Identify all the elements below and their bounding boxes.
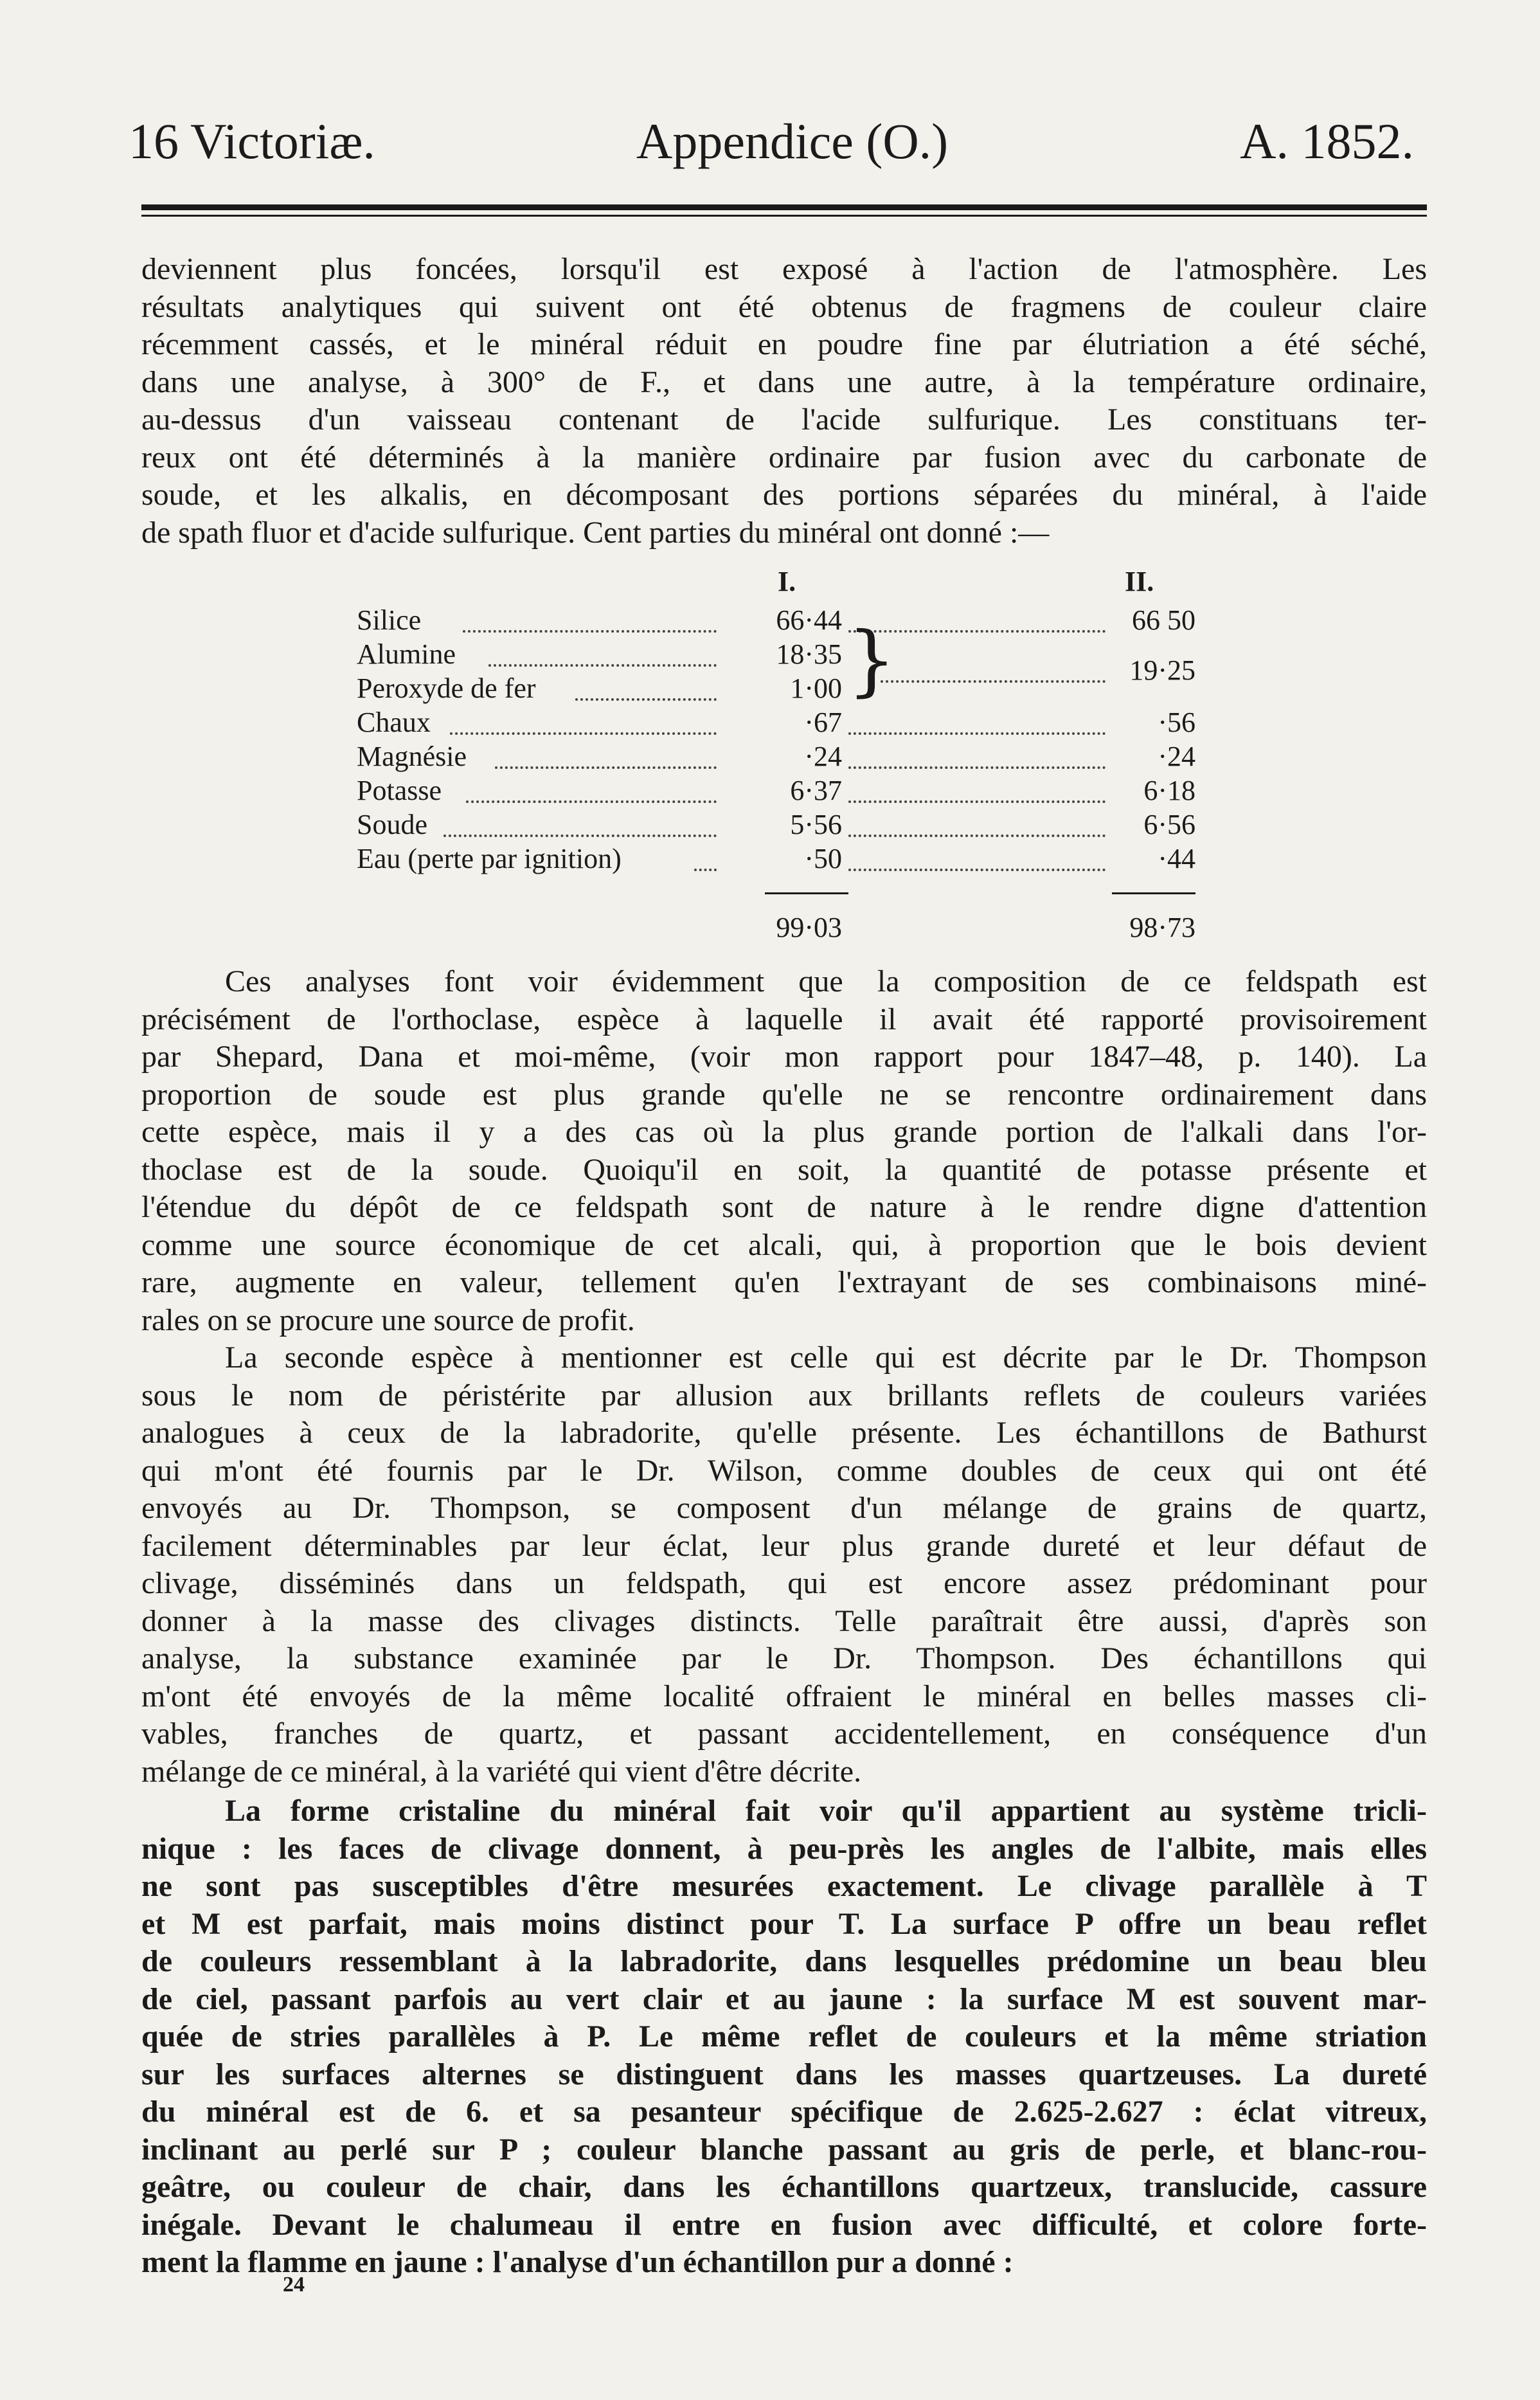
header-rule-thick — [141, 204, 1427, 210]
text-line: reux ont été déterminés à la manière ordinaire par fusion avec du carbonate de — [141, 440, 1427, 474]
row-label-chaux: Chaux — [357, 707, 431, 738]
header-year: A. 1852. — [1240, 113, 1414, 169]
text-line: rare, augmente en valeur, tellement qu'en l'extrayant de ses combinaisons miné- — [141, 1265, 1427, 1299]
text-line: facilement déterminables par leur éclat, leur plus grande dureté et leur défaut de — [141, 1528, 1427, 1563]
text-line: inclinant au perlé sur P ; couleur blanche passant au gris de perle, et blanc-rou- — [141, 2132, 1427, 2167]
text-line: La seconde espèce à mentionner est celle qui est décrite par le Dr. Thompson — [225, 1340, 1427, 1375]
text-line: dans une analyse, à 300° de F., et dans une autre, à la température ordinaire, — [141, 365, 1427, 399]
value-i: 6·37 — [790, 775, 842, 806]
brace-symbol: } — [847, 616, 897, 705]
text-line: par Shepard, Dana et moi-même, (voir mon rapport pour 1847–48, p. 140). La — [141, 1040, 1427, 1074]
text-line: nique : les faces de clivage donnent, à peu-près les angles de l'albite, mais elles — [141, 1831, 1427, 1866]
sum-rule-ii — [1112, 892, 1195, 894]
text-line: de ciel, passant parfois au vert clair et au jaune : la surface M est souvent mar- — [141, 1981, 1427, 2016]
text-line: de couleurs ressemblant à la labradorite, dans lesquelles prédomine un beau bleu — [141, 1944, 1427, 1978]
value-ii: 6·18 — [1143, 775, 1195, 806]
leader-dots — [848, 835, 1106, 837]
text-line: inégale. Devant le chalumeau il entre en fusion avec difficulté, et colore forte- — [141, 2207, 1427, 2242]
text-line: envoyés au Dr. Thompson, se composent d'un mélange de grains de quartz, — [141, 1491, 1427, 1525]
value-ii: ·56 — [1158, 707, 1195, 738]
text-line: thoclase est de la soude. Quoiqu'il en soit, la quantité de potasse présente et — [141, 1152, 1427, 1187]
row-label-soude: Soude — [357, 809, 427, 840]
value-i: ·67 — [804, 707, 842, 738]
leader-dots — [848, 869, 1106, 871]
text-line: analyse, la substance examinée par le Dr. Thompson. Des échantillons qui — [141, 1641, 1427, 1675]
leader-dots — [848, 766, 1106, 769]
row-label-potasse: Potasse — [357, 775, 442, 806]
text-line: mélange de ce minéral, à la variété qui vient d'être décrite. — [141, 1754, 862, 1789]
running-header — [129, 109, 1414, 174]
value-i: 1·00 — [790, 672, 842, 704]
text-line: sur les surfaces alternes se distinguent dans les masses quartzeuses. La dureté — [141, 2057, 1427, 2091]
text-line: Ces analyses font voir évidemment que la composition de ce feldspath est — [225, 964, 1427, 998]
text-line: cette espèce, mais il y a des cas où la plus grande portion de l'alkali dans l'or- — [141, 1115, 1427, 1149]
paragraph-crystal-form — [141, 1792, 1427, 2282]
text-line: sous le nom de péristérite par allusion aux brillants reflets de couleurs variées — [141, 1378, 1427, 1412]
text-line: proportion de soude est plus grande qu'elle ne se rencontre ordinairement dans — [141, 1077, 1427, 1112]
text-line: ment la flamme en jaune : l'analyse d'un échantillon pur a donné : — [141, 2245, 1014, 2279]
paragraph-peristerite — [141, 1339, 1427, 1791]
combined-value: 19·25 — [1129, 654, 1195, 686]
leader-dots — [848, 800, 1106, 803]
text-line: m'ont été envoyés de la même localité offraient le minéral en belles masses cli- — [141, 1679, 1427, 1713]
leader-dots — [881, 680, 1106, 683]
text-line: récemment cassés, et le minéral réduit en poudre fine par élutriation a été séché, — [141, 327, 1427, 361]
text-line: et M est parfait, mais moins distinct pour T. La surface P offre un beau reflet — [141, 1906, 1427, 1941]
header-session: 16 Victoriæ. — [129, 113, 375, 169]
row-label-magnesie: Magnésie — [357, 741, 467, 772]
value-ii: ·24 — [1158, 741, 1195, 772]
text-line: l'étendue du dépôt de ce feldspath sont de nature à le rendre digne d'attention — [141, 1190, 1427, 1224]
value-i: 5·56 — [790, 809, 842, 840]
column-header-i: I. — [778, 566, 796, 597]
text-line: La forme cristaline du minéral fait voir qu'il appartient au système tricli- — [225, 1794, 1427, 1828]
value-i: 66·44 — [776, 604, 842, 636]
text-line: au-dessus d'un vaisseau contenant de l'acide sulfurique. Les constituans ter- — [141, 402, 1427, 437]
header-appendix: Appendice (O.) — [636, 113, 949, 169]
leader-dots — [848, 630, 1106, 633]
value-ii: 6·56 — [1143, 809, 1195, 840]
row-label-silice: Silice — [357, 604, 422, 636]
value-ii: ·44 — [1158, 843, 1195, 874]
text-line: qui m'ont été fournis par le Dr. Wilson, comme doubles de ceux qui ont été — [141, 1453, 1427, 1488]
header-rule-thin — [141, 215, 1427, 217]
paragraph-analysis-intro — [141, 251, 1427, 552]
text-line: comme une source économique de cet alcali, qui, à proportion que le bois devient — [141, 1227, 1427, 1262]
text-line: ne sont pas susceptibles d'être mesurées exactement. Le clivage parallèle à T — [141, 1869, 1427, 1903]
value-i: ·50 — [804, 843, 842, 874]
paragraph-orthoclase — [141, 963, 1427, 1339]
value-i: ·24 — [804, 741, 842, 772]
text-line: geâtre, ou couleur de chair, dans les échantillons quartzeux, translucide, cassure — [141, 2170, 1427, 2204]
text-line: de spath fluor et d'acide sulfurique. Cent parties du minéral ont donné :— — [141, 515, 1050, 550]
text-line: vables, franches de quartz, et passant accidentellement, en conséquence d'un — [141, 1717, 1427, 1751]
sum-rule-i — [765, 892, 848, 894]
text-line: quée de stries parallèles à P. Le même reflet de couleurs et la même striation — [141, 2019, 1427, 2053]
text-line: donner à la masse des clivages distincts. Telle paraîtrait être aussi, d'après son — [141, 1603, 1427, 1638]
value-ii: 66 50 — [1132, 604, 1195, 636]
value-i: 18·35 — [776, 638, 842, 670]
text-line: précisément de l'orthoclase, espèce à laquelle il avait été rapporté provisoirement — [141, 1002, 1427, 1036]
leader-dots — [848, 732, 1106, 735]
text-line: du minéral est de 6. et sa pesanteur spécifique de 2.625-2.627 : éclat vitreux, — [141, 2095, 1427, 2129]
text-line: soude, et les alkalis, en décomposant des portions séparées du minéral, à l'aide — [141, 478, 1427, 512]
text-line: analogues à ceux de la labradorite, qu'elle présente. Les échantillons de Bathurst — [141, 1416, 1427, 1450]
total-i: 99·03 — [776, 912, 842, 943]
signature-mark: 24 — [283, 2273, 305, 2296]
row-label-eau: Eau (perte par ignition) — [357, 843, 622, 874]
text-line: résultats analytiques qui suivent ont été obtenus de fragmens de couleur claire — [141, 289, 1427, 324]
row-label-alumine: Alumine — [357, 638, 456, 670]
column-header-ii: II. — [1125, 566, 1154, 597]
text-line: deviennent plus foncées, lorsqu'il est exposé à l'action de l'atmosphère. Les — [141, 252, 1427, 286]
total-ii: 98·73 — [1129, 912, 1195, 943]
text-line: clivage, disséminés dans un feldspath, qui est encore assez prédominant pour — [141, 1566, 1427, 1600]
text-line: rales on se procure une source de profit. — [141, 1303, 635, 1337]
row-label-peroxyde: Peroxyde de fer — [357, 672, 536, 704]
